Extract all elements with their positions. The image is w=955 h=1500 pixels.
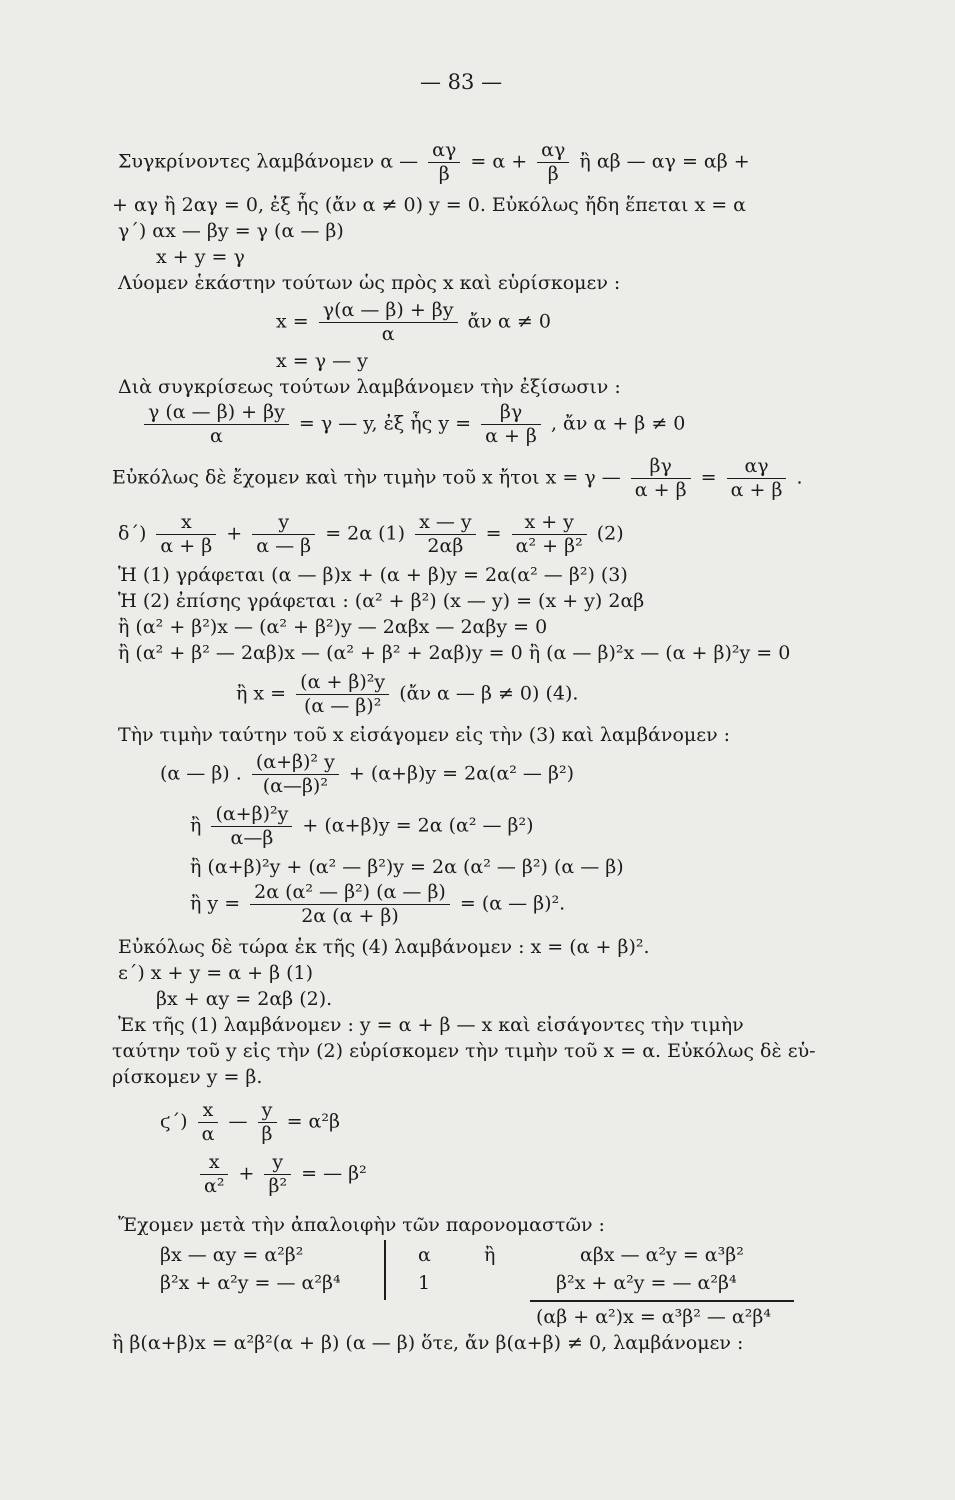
text-line-7: x = γ — y [276, 350, 368, 372]
text-line-4: x + y = γ [156, 246, 245, 268]
numerator: βγ [481, 402, 541, 425]
text-line-15: ἢ (α² + β² — 2αβ)x — (α² + β² + 2αβ)y = 0 ἢ (α — β)²x — (α + β)²y = 0 [118, 642, 791, 664]
text-segment: Συγκρίνοντες λαμβάνομεν α — [118, 150, 419, 173]
denominator: α + β [485, 425, 537, 447]
text-segment: ἢ [190, 814, 202, 837]
text-line-21 [190, 882, 565, 927]
denominator: β² [268, 1175, 288, 1197]
fraction [198, 1100, 219, 1145]
text-segment: ἄν α ≠ 0 [467, 310, 551, 333]
text-line-1 [118, 140, 750, 185]
denominator: 2αβ [427, 535, 464, 557]
fraction [296, 672, 389, 717]
numerator: y [252, 512, 315, 535]
text-line-32a: β²x + α²y = — α²β⁴ [160, 1272, 341, 1294]
denominator: α [201, 1123, 215, 1145]
text-line-17: Τὴν τιμὴν ταύτην τοῦ x εἰσάγομεν εἰς τὴν (3) καὶ λαμβάνομεν : [118, 724, 731, 746]
text-line-2: + αγ ἢ 2αγ = 0, ἐξ ἧς (ἄν α ≠ 0) y = 0. Εὐκόλως ἤδη ἕπεται x = α [112, 194, 747, 216]
text-line-10 [112, 456, 803, 501]
text-segment: δ΄) [118, 522, 147, 545]
fraction [428, 140, 460, 185]
fraction [512, 512, 587, 557]
numerator: αγ [428, 140, 460, 163]
fraction [250, 882, 450, 927]
denominator: α + β [634, 479, 687, 501]
text-line-20: ἢ (α+β)²y + (α² — β²)y = 2α (α² — β²) (α — β) [190, 856, 624, 878]
fraction [264, 1152, 291, 1197]
text-line-33: (αβ + α²)x = α³β² — α²β⁴ [536, 1306, 771, 1328]
text-segment: = α + [470, 150, 528, 173]
denominator: (α—β)² [262, 775, 328, 797]
text-line-31c: ἢ [484, 1244, 496, 1266]
text-segment: ἢ x = [236, 682, 287, 705]
numerator: γ (α — β) + βy [144, 402, 289, 425]
numerator: 2α (α² — β²) (α — β) [250, 882, 450, 905]
numerator: x [200, 1152, 228, 1175]
numerator: (α+β)²y [211, 804, 292, 827]
text-line-26: ταύτην τοῦ y εἰς τὴν (2) εὑρίσκομεν τὴν τιμὴν τοῦ x = α. Εὐκόλως δὲ εὑ- [112, 1040, 816, 1062]
text-line-14: ἢ (α² + β²)x — (α² + β²)y — 2αβx — 2αβy = 0 [118, 616, 548, 638]
numerator: αγ [727, 456, 787, 479]
text-line-19 [190, 804, 534, 849]
denominator: 2α (α + β) [301, 905, 399, 927]
fraction [481, 402, 541, 447]
denominator: (α — β)² [303, 695, 382, 717]
text-line-34: ἢ β(α+β)x = α²β²(α + β) (α — β) ὅτε, ἄν β(α+β) ≠ 0, λαμβάνομεν : [112, 1332, 744, 1354]
fraction [200, 1152, 228, 1197]
numerator: (α+β)² y [252, 752, 339, 775]
text-line-22: Εὐκόλως δὲ τώρα ἐκ τῆς (4) λαμβάνομεν : x = (α + β)². [118, 936, 650, 958]
numerator: γ(α — β) + βy [319, 300, 458, 323]
text-line-11 [118, 512, 624, 557]
fraction [537, 140, 569, 185]
text-line-25: Ἐκ τῆς (1) λαμβάνομεν : y = α + β — x καὶ εἰσάγοντες τὴν τιμὴν [118, 1014, 744, 1036]
text-segment: (ἄν α — β ≠ 0) (4). [399, 682, 579, 705]
text-segment: = 2α (1) [325, 522, 406, 545]
text-segment: = [700, 466, 717, 489]
numerator: βγ [631, 456, 691, 479]
sum-rule [530, 1300, 794, 1302]
text-segment: . [796, 466, 803, 489]
text-line-29 [196, 1152, 367, 1197]
text-segment: = α²β [286, 1110, 340, 1133]
numerator: y [264, 1152, 291, 1175]
denominator: α + β [160, 535, 213, 557]
text-segment: = — β² [301, 1162, 367, 1185]
numerator: αγ [537, 140, 569, 163]
fraction [727, 456, 787, 501]
fraction [631, 456, 691, 501]
denominator: α² + β² [515, 535, 583, 557]
text-line-31d: αβx — α²y = α³β² [580, 1244, 744, 1266]
text-line-5: Λύομεν ἑκάστην τούτων ὡς πρὸς x καὶ εὑρίσκομεν : [118, 272, 621, 294]
numerator: (α + β)²y [296, 672, 389, 695]
text-segment: ἢ y = [190, 892, 241, 915]
text-line-8: Διὰ συγκρίσεως τούτων λαμβάνομεν τὴν ἐξίσωσιν : [118, 376, 621, 398]
text-segment: = [485, 522, 502, 545]
denominator: α [381, 323, 395, 345]
denominator: β [438, 163, 450, 185]
page-number: — 83 — [420, 70, 503, 94]
text-line-16 [236, 672, 578, 717]
denominator: α [210, 425, 223, 447]
text-line-31b: α [418, 1244, 431, 1266]
denominator: β [547, 163, 559, 185]
fraction [415, 512, 476, 557]
text-segment: (2) [596, 522, 624, 545]
text-segment: ϛ΄) [160, 1110, 188, 1133]
text-segment: (α — β) . [160, 762, 242, 785]
denominator: β [261, 1123, 273, 1145]
text-line-28 [160, 1100, 340, 1145]
text-line-23: ε΄) x + y = α + β (1) [118, 962, 314, 984]
numerator: x [198, 1100, 219, 1123]
numerator: x + y [512, 512, 587, 535]
vertical-divider [384, 1240, 386, 1300]
numerator: x — y [415, 512, 476, 535]
text-line-12: Ἡ (1) γράφεται (α — β)x + (α + β)y = 2α(α² — β²) (3) [118, 564, 628, 586]
numerator: y [258, 1100, 277, 1123]
fraction [252, 512, 315, 557]
text-segment: , ἄν α + β ≠ 0 [550, 412, 686, 435]
denominator: α + β [730, 479, 783, 501]
text-line-18 [160, 752, 574, 797]
text-segment: + [226, 522, 243, 545]
text-segment: — [228, 1110, 248, 1133]
text-line-32c: β²x + α²y = — α²β⁴ [556, 1272, 737, 1294]
numerator: x [156, 512, 216, 535]
text-segment: + (α+β)y = 2α(α² — β²) [348, 762, 574, 785]
text-segment: + [238, 1162, 255, 1185]
text-segment: ἢ αβ — αγ = αβ + [579, 150, 750, 173]
fraction [252, 752, 339, 797]
text-line-13: Ἡ (2) ἐπίσης γράφεται : (α² + β²) (x — y) = (x + y) 2αβ [118, 590, 645, 612]
text-segment: = (α — β)². [459, 892, 566, 915]
text-line-9 [140, 402, 685, 447]
fraction [156, 512, 216, 557]
text-segment: Εὐκόλως δὲ ἔχομεν καὶ τὴν τιμὴν τοῦ x ἤτοι x = γ — [112, 466, 621, 489]
text-segment: + (α+β)y = 2α (α² — β²) [302, 814, 534, 837]
text-line-27: ρίσκομεν y = β. [112, 1066, 263, 1088]
fraction [258, 1100, 277, 1145]
text-segment: = γ — y, ἐξ ἧς y = [298, 412, 472, 435]
denominator: α² [204, 1175, 225, 1197]
text-line-6 [276, 300, 551, 345]
fraction [319, 300, 458, 345]
denominator: α — β [256, 535, 312, 557]
text-line-31a: βx — αy = α²β² [160, 1244, 304, 1266]
fraction [211, 804, 292, 849]
text-line-32b: 1 [418, 1272, 431, 1294]
text-segment: x = [276, 310, 309, 333]
denominator: α—β [230, 827, 274, 849]
text-line-3: γ΄) αx — βy = γ (α — β) [118, 220, 344, 242]
text-line-30: Ἔχομεν μετὰ τὴν ἀπαλοιφὴν τῶν παρονομαστῶν : [118, 1214, 605, 1236]
text-line-24: βx + αy = 2αβ (2). [156, 988, 333, 1010]
fraction [144, 402, 289, 447]
